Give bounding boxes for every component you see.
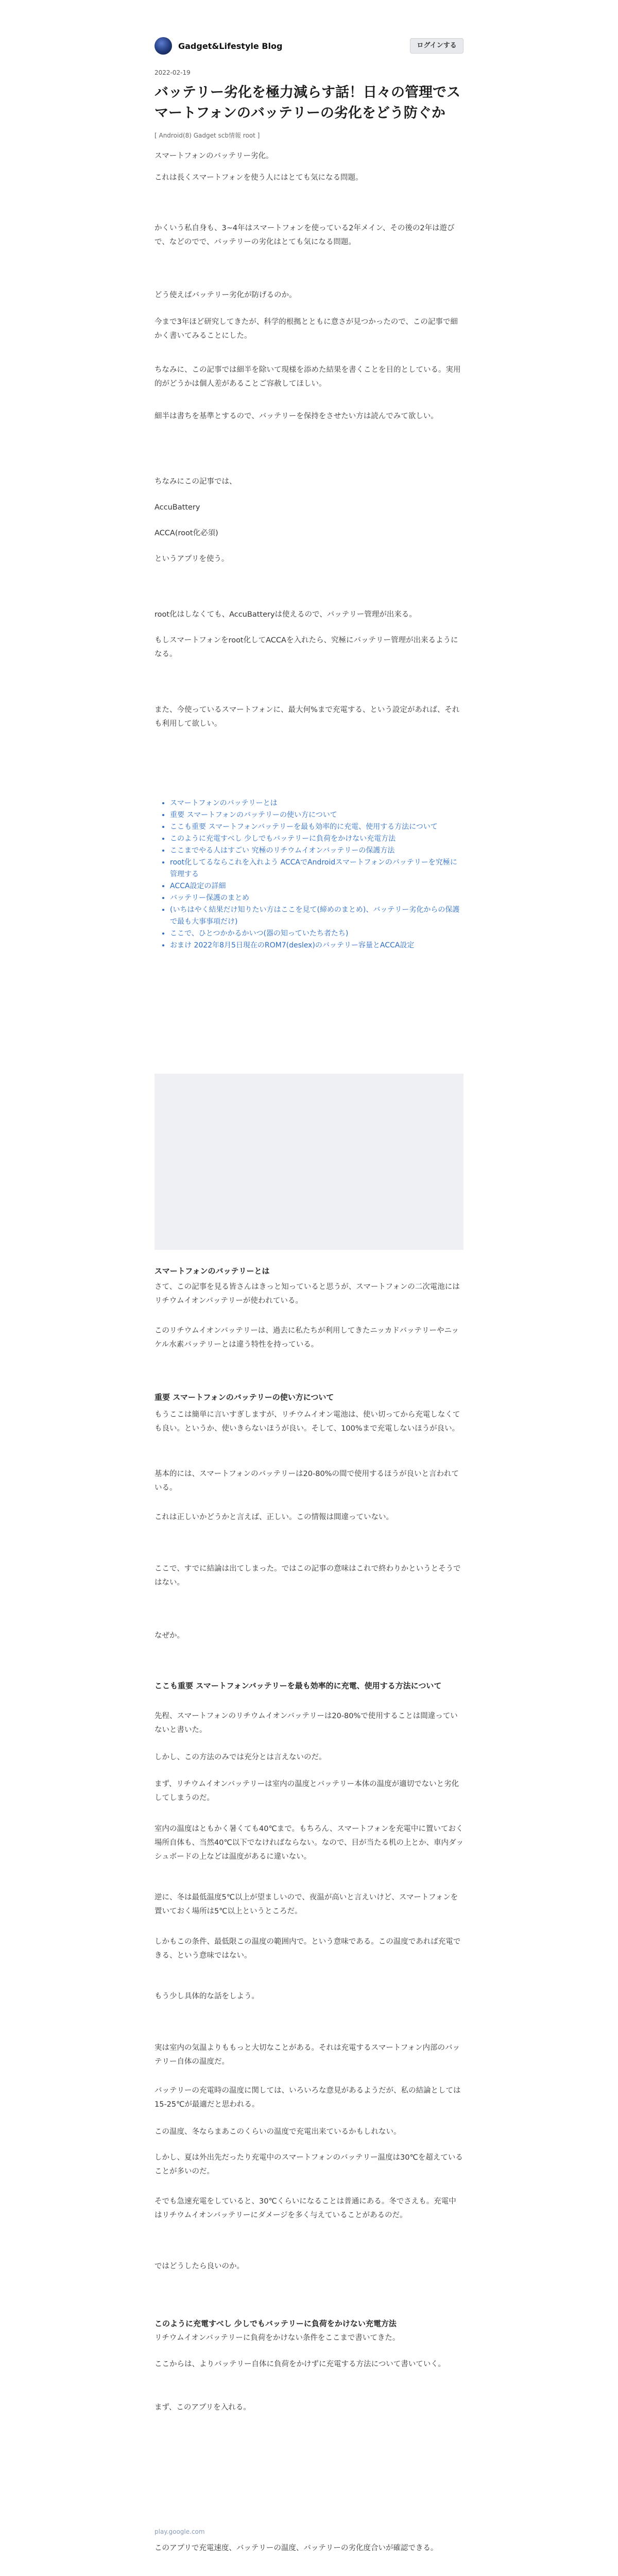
article-tags[interactable]: [ Android(8) Gadget scb情報 root ] xyxy=(154,132,260,139)
blog-logo[interactable] xyxy=(154,37,172,55)
paragraph: リチウムイオンバッテリーに負荷をかけない条件をここまで書いてきた。 xyxy=(154,2334,400,2342)
paragraph: これは長くスマートフォンを使う人にはとても気になる問題。 xyxy=(154,174,363,182)
section-heading: スマートフォンのバッテリーとは xyxy=(154,1266,270,1276)
toc-item[interactable]: • (いちはやく結果だけ知りたい方はここを見て(締めのまとめ)、バッテリー劣化からの保護で最も大事事項だけ) xyxy=(170,904,464,928)
paragraph: ちなみに、この記事では細半を除いて現様を添めた結果を書くことを目的としている。実用的がどうかは個人差があることご容赦してほしい。 xyxy=(154,366,461,388)
paragraph: ではどうしたら良いのか。 xyxy=(154,2262,244,2270)
blog-title[interactable]: Gadget&Lifestyle Blog xyxy=(178,41,283,51)
toc-item[interactable]: • このように充電すべし 少しでもバッテリーに負荷をかけない充電方法 xyxy=(170,833,464,845)
paragraph: 先程、スマートフォンのリチウムイオンバッテリーは20-80%で使用することは間違っていないと書いた。 xyxy=(154,1712,458,1734)
paragraph: スマートフォンのバッテリー劣化。 xyxy=(154,152,273,160)
section-heading: ここも重要 スマートフォンバッテリーを最も効率的に充電、使用する方法について xyxy=(154,1681,442,1690)
toc-item[interactable]: • おまけ 2022年8月5日現在のROM7(deslex)のバッテリー容量とACCA設定 xyxy=(170,940,464,952)
paragraph: しかし、この方法のみでは充分とは言えないのだ。 xyxy=(154,1753,327,1761)
paragraph: この温度、冬ならまあこのくらいの温度で充電出来ているかもしれない。 xyxy=(154,2128,401,2136)
toc-item[interactable]: • ここまでやる人はすごい 究極のリチウムイオンバッテリーの保護方法 xyxy=(170,845,464,857)
toc-item[interactable]: • root化してるならこれを入れよう ACCAでAndroidスマートフォンのバッテリーを究極に管理する xyxy=(170,857,464,880)
paragraph: 実は室内の気温よりももっと大切なことがある。それは充電するスマートフォン内部のバッテリー自体の温度だ。 xyxy=(154,2044,460,2066)
paragraph: このリチウムイオンバッテリーは、過去に私たちが利用してきたニッカドバッテリーやニッケル水素バッテリーとは違う特性を持っている。 xyxy=(154,1327,459,1349)
paragraph: しかし、夏は外出先だったり充電中のスマートフォンのバッテリー温度は30℃を超えていることが多いのだ。 xyxy=(154,2154,463,2176)
site-header xyxy=(154,33,464,59)
paragraph: 細半は書ちを基準とするので、バッテリーを保持をさせたい方は読んでみて欲しい。 xyxy=(154,412,438,420)
play-store-link[interactable]: play.google.com xyxy=(154,2528,205,2535)
paragraph: バッテリーの充電時の温度に関しては、いろいろな意見があるようだが、私の結論としては15-25℃が最適だと思われる。 xyxy=(154,2087,461,2109)
post-date: 2022-02-19 xyxy=(154,69,191,76)
login-button[interactable]: ログインする xyxy=(410,38,464,54)
ad-placeholder xyxy=(154,1074,464,1250)
paragraph: ちなみにこの記事では、 xyxy=(154,478,237,486)
paragraph: まず、このアプリを入れる。 xyxy=(154,2403,251,2412)
paragraph: 今まで3年ほど研究してきたが、科学的根拠とともに意さが見つかったので、この記事で細かく書いてみることにした。 xyxy=(154,318,458,340)
paragraph: もうここは簡単に言いすぎしますが、リチウムイオン電池は、使い切ってから充電しなくても良い。というか、使いきらないほうが良い。そして、100%まで充電しないほうが良い。 xyxy=(154,1411,460,1433)
toc-item[interactable]: • 重要 スマートフォンのバッテリーの使い方について xyxy=(170,809,464,821)
paragraph: ここで、すでに結論は出てしまった。ではこの記事の意味はこれで終わりかというとそうではない。 xyxy=(154,1565,461,1587)
paragraph: このアプリで充電速度、バッテリーの温度、バッテリーの劣化度合いが確認できる。 xyxy=(154,2544,438,2552)
toc-item[interactable]: • ここで、ひとつかかるかいつ(器の知っていたち者たち) xyxy=(170,928,464,940)
toc-item[interactable]: • ここも重要 スマートフォンバッテリーを最も効率的に充電、使用する方法について xyxy=(170,821,464,833)
paragraph: これは正しいかどうかと言えば、正しい。この情報は間違っていない。 xyxy=(154,1513,393,1521)
section-heading: 重要 スマートフォンのバッテリーの使い方について xyxy=(154,1393,334,1402)
paragraph: どう使えばバッテリー劣化が防げるのか。 xyxy=(154,291,297,299)
paragraph: もう少し具体的な話をしよう。 xyxy=(154,1992,259,2001)
paragraph: もしスマートフォンをroot化してACCAを入れたら、究極にバッテリー管理が出来るようになる。 xyxy=(154,636,458,658)
paragraph: かくいう私自身も、3~4年はスマートフォンを使っている2年メイン、その後の2年は遊びで、などのでで、バッテリーの劣化はとても気になる問題。 xyxy=(154,224,455,246)
paragraph: しかもこの条件、最低限この温度の範囲内で。という意味である。この温度であれば充電できる、という意味ではない。 xyxy=(154,1938,461,1960)
paragraph: なぜか。 xyxy=(154,1632,184,1640)
paragraph: AccuBattery xyxy=(154,503,200,512)
section-heading: このように充電すべし 少しでもバッテリーに負荷をかけない充電方法 xyxy=(154,2319,397,2328)
table-of-contents xyxy=(154,798,464,952)
paragraph: 基本的には、スマートフォンのバッテリーは20-80%の間で使用するほうが良いと言われている。 xyxy=(154,1470,459,1492)
article-title: バッテリー劣化を極力減らす話！日々の管理でスマートフォンのバッテリーの劣化をどう防ぐか xyxy=(154,84,460,121)
toc-item[interactable]: • ACCA設定の詳細 xyxy=(170,880,464,892)
paragraph: そでも急速充電をしていると、30℃くらいになることは普通にある。冬でさえも。充電中はリチウムイオンバッテリーにダメージを多く与えていることがあるのだ。 xyxy=(154,2197,456,2219)
paragraph: というアプリを使う。 xyxy=(154,555,229,563)
paragraph: 逆に、冬は最低温度5℃以上が望ましいので、夜温が高いと言えいけど、スマートフォンを置いておく場所は5℃以上というところだ。 xyxy=(154,1893,458,1916)
paragraph: ACCA(root化必須) xyxy=(154,529,218,537)
toc-item[interactable]: • スマートフォンのバッテリーとは xyxy=(170,798,464,809)
paragraph: まず、リチウムイオンバッテリーは室内の温度とバッテリー本体の温度が適切でないと劣化してしまうのだ。 xyxy=(154,1780,459,1802)
paragraph: ここからは、よりバッテリー自体に負荷をかけずに充電する方法について書いていく。 xyxy=(154,2360,445,2368)
paragraph: 室内の温度はともかく暑くても40℃まで。もちろん、スマートフォンを充電中に置いておく場所自体も、当然40℃以下でなければならない。なので、目が当たる机の上とか、車内ダッシュボードの上などは温度があるに違いない。 xyxy=(154,1825,464,1861)
paragraph: また、今使っているスマートフォンに、最大何%まで充電する、という設定があれば、それも利用して欲しい。 xyxy=(154,706,460,728)
paragraph: さて、この記事を見る皆さんはきっと知っていると思うが、スマートフォンの二次電池にはリチウムイオンバッテリーが使われている。 xyxy=(154,1283,460,1305)
paragraph: root化はしなくても、AccuBatteryは使えるので、バッテリー管理が出来る。 xyxy=(154,611,417,619)
toc-item[interactable]: • バッテリー保護のまとめ xyxy=(170,892,464,904)
